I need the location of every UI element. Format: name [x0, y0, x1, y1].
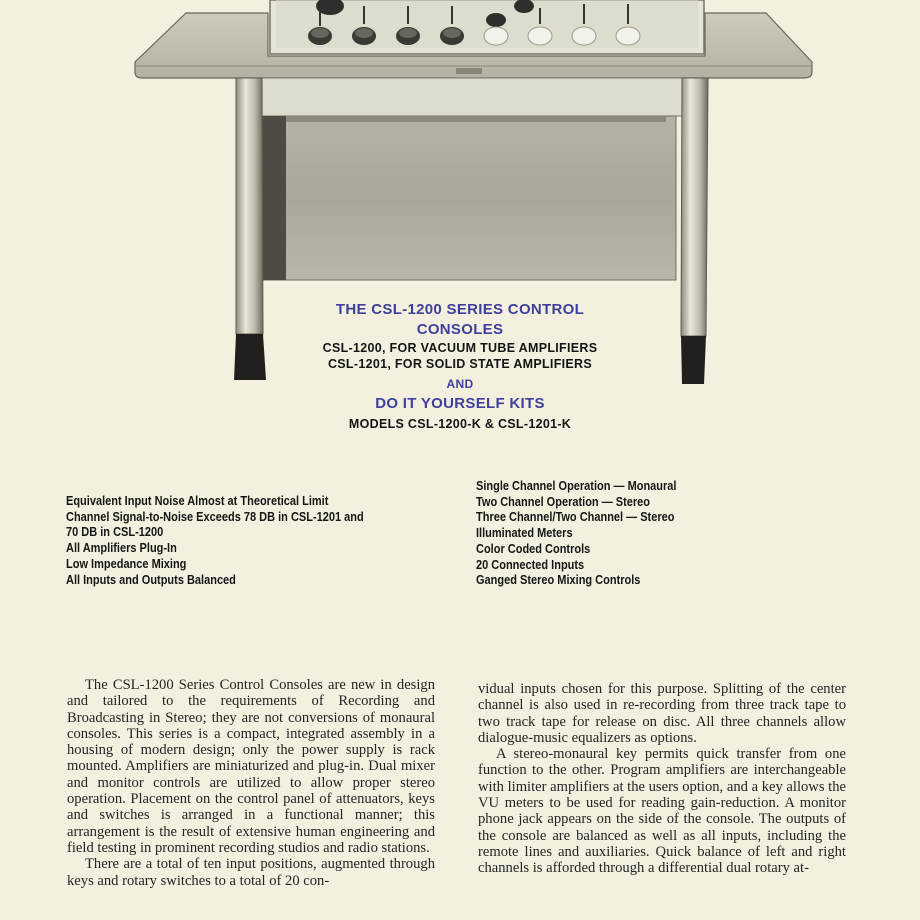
list-item: Low Impedance Mixing	[66, 556, 187, 571]
console-leg-left	[234, 78, 266, 380]
list-item: Ganged Stereo Mixing Controls	[476, 573, 641, 588]
list-item: Equivalent Input Noise Almost at Theoretical Limit	[66, 494, 329, 508]
list-item: Illuminated Meters	[476, 526, 573, 541]
caption-kits: DO IT YOURSELF KITS	[375, 395, 545, 412]
caption-title: THE CSL-1200 SERIES CONTROL CONSOLES	[335, 301, 585, 338]
list-item: 20 Connected Inputs	[476, 557, 585, 572]
console-leg-right	[681, 78, 708, 384]
body-column-right	[478, 681, 846, 877]
caption-model-tube: CSL-1200, FOR VACUUM TUBE AMPLIFIERS	[322, 341, 598, 355]
body-paragraph: A stereo-monaural key permits quick transfer from one function to the other. Program amplifiers are interchangeable with limiter amplifiers at the users option, and a key allows the VU meters to be used for reading gain-reduction. A monitor phone jack appears on the side of the console. The outputs of the console are balanced as well as all inputs, including the remote lines and auxiliaries. Quick balance of left and right channels is afforded through a differential dual rotary at-	[478, 746, 847, 877]
list-item: Three Channel/Two Channel — Stereo	[476, 510, 675, 525]
body-paragraph: vidual inputs chosen for this purpose. Splitting of the center channel is also used in re-recording from three track tape to two track tape for release on disc. All three channels allow dialogue-music equalizers as options.	[478, 681, 846, 746]
feature-list-left	[66, 494, 418, 588]
list-item: 70 DB in CSL-1200	[66, 525, 164, 540]
list-item: Two Channel Operation — Stereo	[476, 494, 650, 509]
feature-list-right	[476, 479, 722, 589]
list-item: Channel Signal-to-Noise Exceeds 78 DB in CSL-1201 and	[66, 509, 364, 524]
light-knob	[484, 13, 508, 45]
console-caption	[300, 300, 620, 434]
caption-kit-models: MODELS CSL-1200-K & CSL-1201-K	[348, 417, 572, 431]
list-item: Single Channel Operation — Monaural	[476, 479, 677, 493]
list-item: All Amplifiers Plug-In	[66, 541, 177, 556]
console-cabinet	[262, 116, 676, 280]
caption-model-solid: CSL-1201, FOR SOLID STATE AMPLIFIERS	[327, 357, 593, 371]
body-paragraph: The CSL-1200 Series Control Consoles are new in design and tailored to the requirements of Recording and Broadcasting in Stereo; they are not conversions of monaural consoles. This series is a compact, integrated assembly in a housing of modern design; only the power supply is rack mounted. Amplifiers are miniaturized and plug-in. Dual mixer and monitor controls are utilized to allow proper stereo operation. Placement on the control panel of attenuators, keys and switches is arranged in a functional manner; this arrangement is the result of extensive human engineering and field testing in prominent recording studios and radio stations.	[67, 677, 435, 856]
body-column-left	[67, 677, 435, 889]
list-item: All Inputs and Outputs Balanced	[66, 572, 236, 587]
list-item: Color Coded Controls	[476, 541, 591, 556]
console-apron	[244, 78, 696, 116]
body-paragraph: There are a total of ten input positions, augmented through keys and rotary switches to a total of 20 con-	[67, 856, 435, 889]
caption-and: AND	[446, 377, 474, 391]
